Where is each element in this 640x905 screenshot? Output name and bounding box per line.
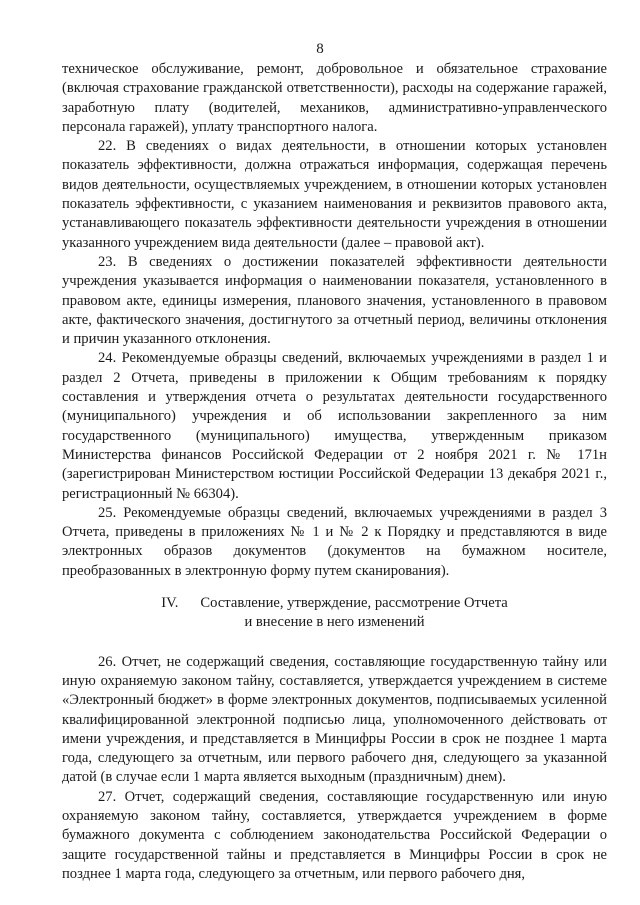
spacer	[62, 633, 607, 653]
section-heading-line-1	[62, 594, 607, 613]
paragraph-24: 24. Рекомендуемые образцы сведений, включаемых учреждениями в раздел 1 и раздел 2 Отчета, приведены в приложении к Общим требованиям к порядку составления и утверждения отчета о результатах деятельности государственного (муниципального) учреждения и об использовании закрепленного за ним государственного (муниципального) имущества, утвержденным приказом Министерства финансов Российской Федерации от 2 ноября 2021 г. № 171н (зарегистрирован Министерством юстиции Российской Федерации 13 декабря 2021 г., регистрационный № 66304).	[62, 350, 607, 502]
paragraph-22: 22. В сведениях о видах деятельности, в отношении которых установлен показатель эффективности, должна отражаться информация, содержащая перечень видов деятельности, осуществляемых учреждением, в отношении которых установлен показатель эффективности, с указанием наименования и реквизитов правового акта, устанавливающего показатель эффективности деятельности учреждения в отношении указанного учреждением вида деятельности (далее – правовой акт).	[62, 138, 607, 251]
section-title-line-1: Составление, утверждение, рассмотрение Отчета	[200, 595, 508, 612]
paragraph-27: 27. Отчет, содержащий сведения, составляющие государственную или иную охраняемую законом тайну, составляется, утверждается учреждением в форме бумажного документа с соблюдением законодательства Российской Федерации о защите государственной тайны и представляется в Минцифры России в срок не позднее 1 марта года, следующего за отчетным, или первого рабочего дня,	[62, 788, 607, 882]
section-heading	[62, 594, 607, 633]
document-body	[62, 60, 607, 884]
paragraph-26: 26. Отчет, не содержащий сведения, составляющие государственную тайну или иную охраняемую законом тайну, составляется, утверждается учреждением в системе «Электронный бюджет» в форме электронных документов, подписываемых усиленной квалифицированной электронной подписью лица, уполномоченного действовать от имени учреждения, и представляется в Минцифры России в срок не позднее 1 марта года, следующего за отчетным, или первого рабочего дня, следующего за указанной датой (в случае если 1 марта является выходным (праздничным) днем).	[62, 653, 607, 786]
paragraph-continuation: техническое обслуживание, ремонт, добровольное и обязательное страхование (включая страхование гражданской ответственности), расходы на содержание гаражей, заработную плату (водителей, механиков, административно-управленческого персонала гаражей), уплату транспортного налога.	[62, 61, 607, 135]
section-number: IV.	[161, 595, 179, 612]
page-number: 8	[316, 41, 324, 57]
paragraph-23: 23. В сведениях о достижении показателей эффективности деятельности учреждения указывается информация о наименовании показателя, установленного в правовом акте, единицы измерения, планового значения, установленного в правовом акте, фактического значения, достигнутого за отчетный период, величины отклонения и причин указанного отклонения.	[62, 253, 607, 348]
section-title-line-2: и внесение в него изменений	[244, 614, 425, 631]
paragraph-25: 25. Рекомендуемые образцы сведений, включаемых учреждениями в раздел 3 Отчета, приведены в приложениях № 1 и № 2 к Порядку и представляются в виде электронных образов документов (документов на бумажном носителе, преобразованных в электронную форму путем сканирования).	[62, 504, 607, 579]
